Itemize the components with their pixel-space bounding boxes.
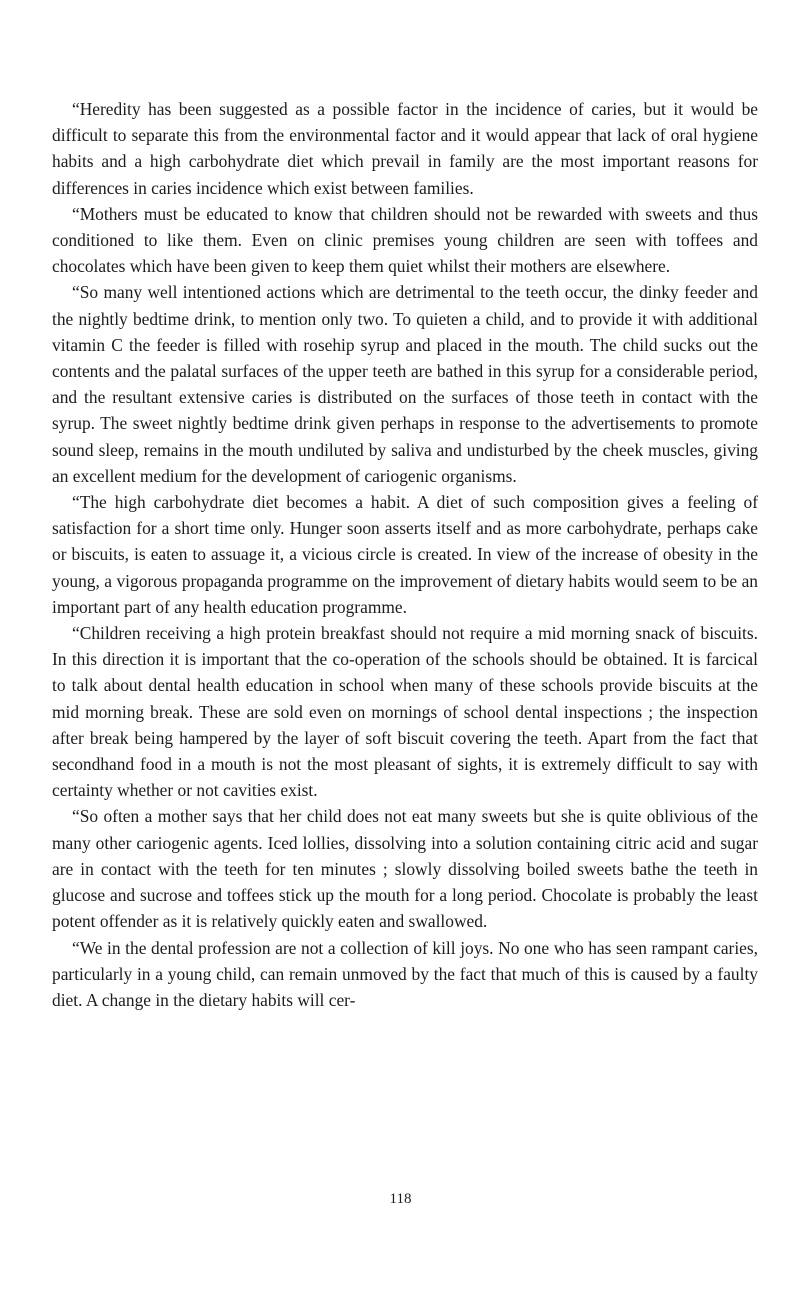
paragraph-carbohydrate-diet: “The high carbohydrate diet becomes a habit. A diet of such composition gives a feeling of satisfaction for a short time only. Hunger soon asserts itself and as more carbohydrate, perhaps cake or biscuits, is eaten to assuage it, a vicious circle is created. In view of the increase of obesity in the young, a vigorous propaganda programme on the improvement of dietary habits would seem to be an important part of any health education programme. bbox=[52, 492, 758, 617]
paragraph-mothers: “Mothers must be educated to know that children should not be rewarded with sweets and thus conditioned to like them. Even on clinic premises young children are seen with toffees and chocolates which have been given to keep them quiet whilst their mothers are elsewhere. bbox=[52, 203, 758, 277]
paragraph-cariogenic-agents: “So often a mother says that her child does not eat many sweets but she is quite oblivious of the many other cariogenic agents. Iced lollies, dissolving into a solution containing citric acid and sugar are in contact with the teeth for ten minutes ; slowly dissolving boiled sweets bathe the teeth in glucose and sucrose and toffees stick up the mouth for a long period. Chocolate is probably the least potent offender as it is relatively quickly eaten and swallowed. bbox=[52, 806, 758, 932]
paragraph-protein-breakfast: “Children receiving a high protein breakfast should not require a mid morning snack of biscuits. In this direction it is important that the co-operation of the schools should be obtained. It is farcical to talk about dental health education in school when many of these schools provide biscuits at the mid morning break. These are sold even on mornings of school dental inspections ; the inspection after break being hampered by the layer of soft biscuit covering the teeth. Apart from the fact that secondhand food in a mouth is not the most pleasant of sights, it is extremely difficult to say with certainty whether or not cavities exist. bbox=[52, 623, 758, 801]
page-number: 118 bbox=[389, 1191, 412, 1207]
paragraph-intentioned-actions: “So many well intentioned actions which are detrimental to the teeth occur, the dinky feeder and the nightly bedtime drink, to mention only two. To quieten a child, and to provide it with additional vitamin C the feeder is filled with rosehip syrup and placed in the mouth. The child sucks out the contents and the palatal surfaces of the upper teeth are bathed in this syrup for a considerable period, and the resultant extensive caries is distributed on the surfaces of those teeth in contact with the syrup. The sweet nightly bedtime drink given perhaps in response to the advertisements to promote sound sleep, remains in the mouth undiluted by saliva and undisturbed by the cheek muscles, giving an excellent medium for the development of cariogenic organisms. bbox=[52, 282, 758, 486]
page-body bbox=[52, 96, 758, 1013]
paragraph-heredity: “Heredity has been suggested as a possible factor in the incidence of caries, but it would be difficult to separate this from the environmental factor and it would appear that lack of oral hygiene habits and a high carbohydrate diet which prevail in family are the most important reasons for differences in caries incidence which exist between families. bbox=[52, 99, 758, 198]
paragraph-dental-profession: “We in the dental profession are not a collection of kill joys. No one who has seen rampant caries, particularly in a young child, can remain unmoved by the fact that much of this is caused by a faulty diet. A change in the dietary habits will cer- bbox=[52, 937, 758, 1010]
